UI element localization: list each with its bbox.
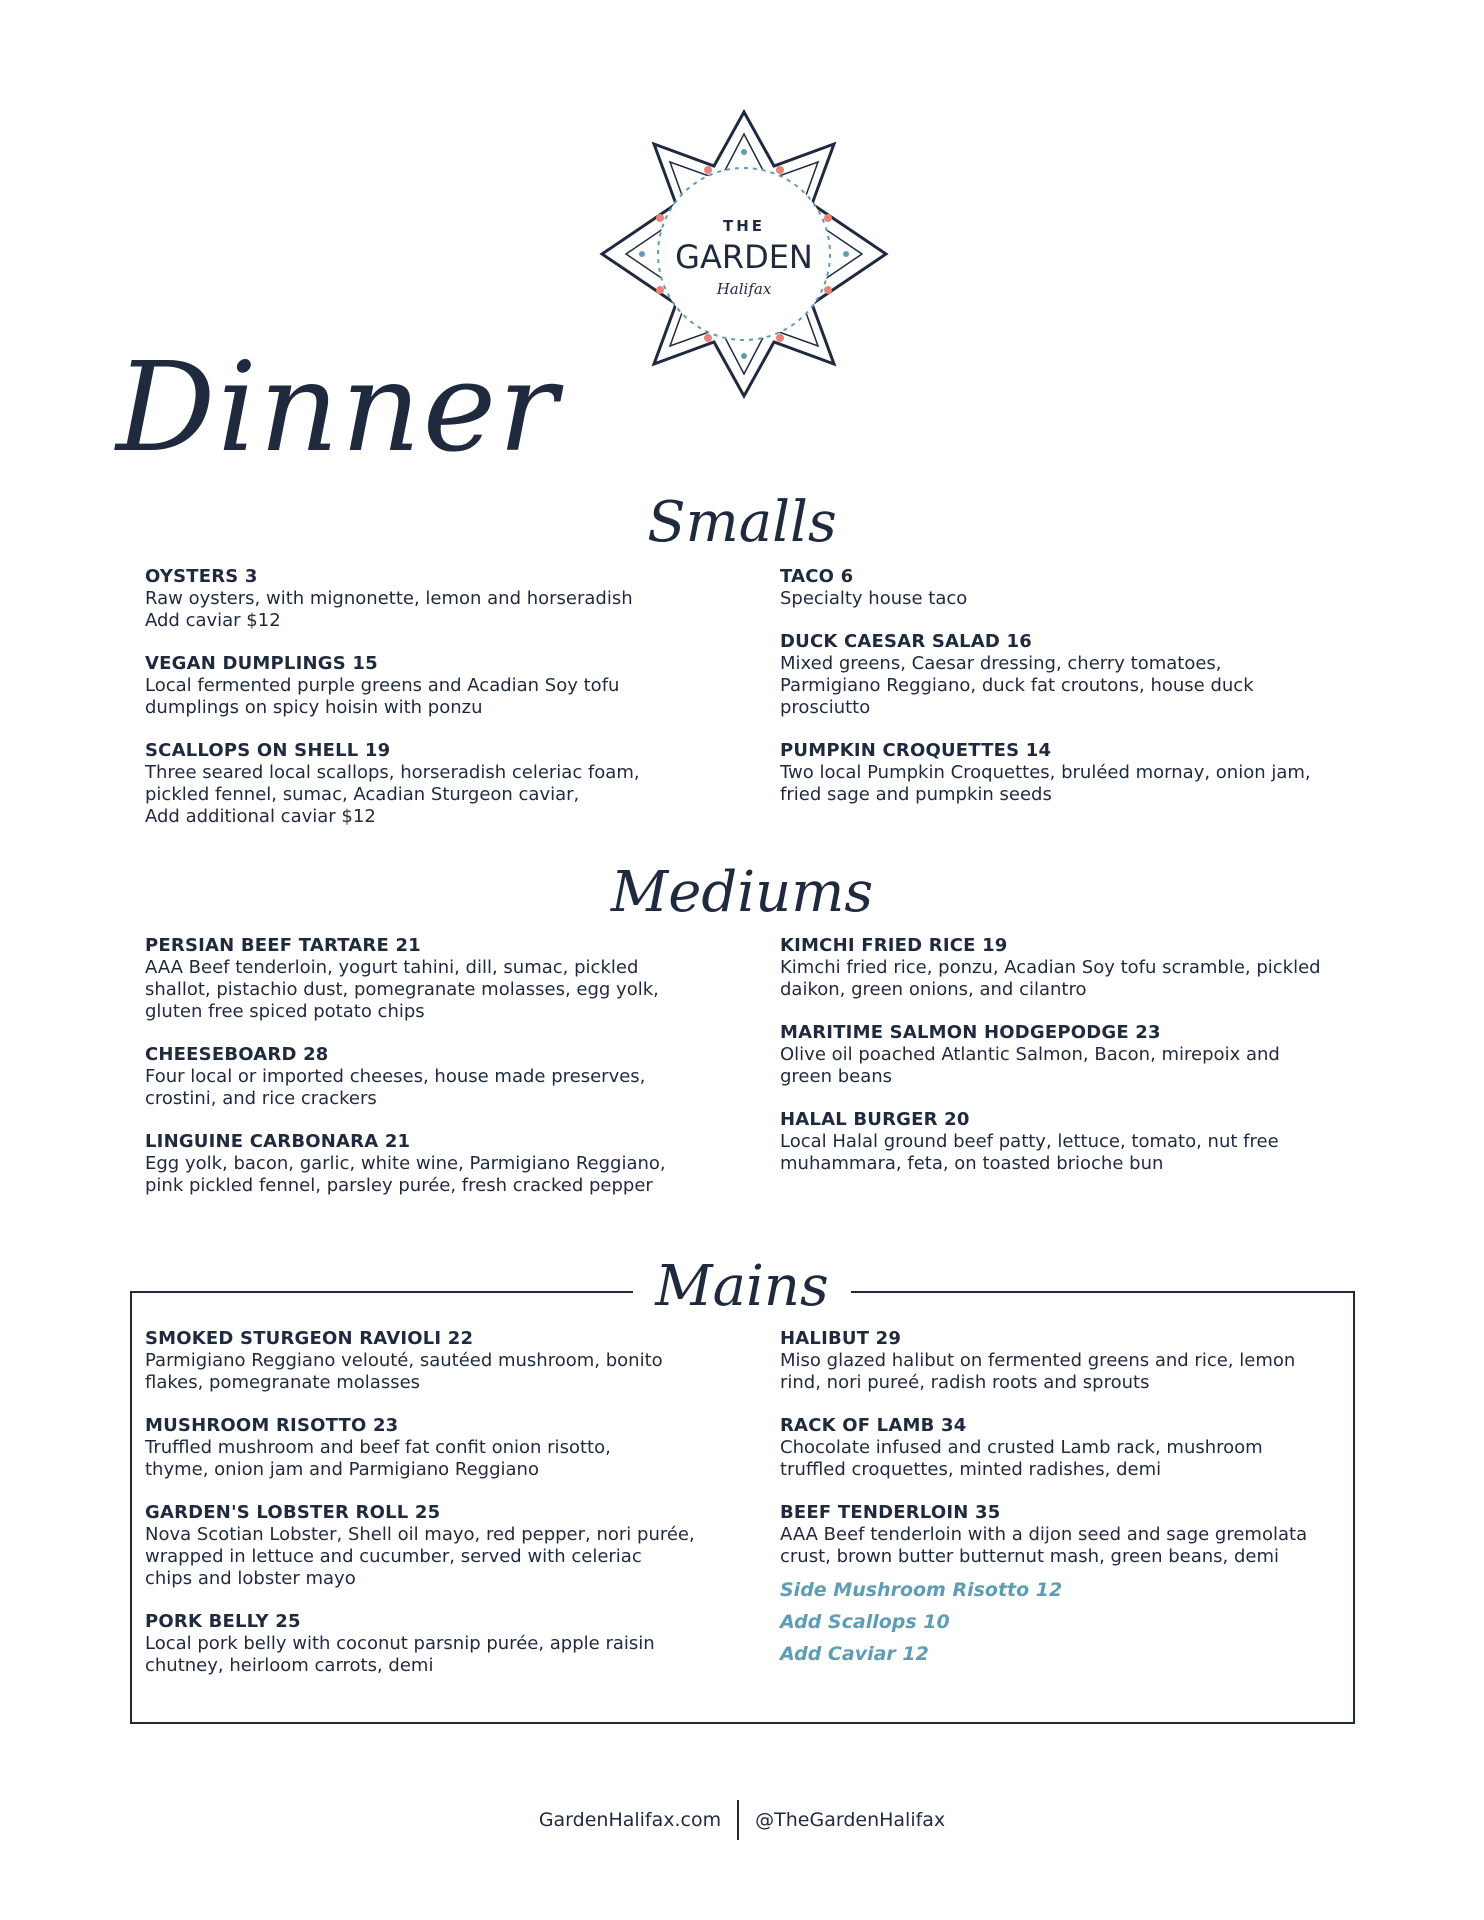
menu-item-description: Local Halal ground beef patty, lettuce, tomato, nut free muhammara, feta, on toasted brioche bun — [780, 1131, 1279, 1174]
section-heading-mains — [0, 1252, 1484, 1322]
menu-item — [780, 565, 1340, 610]
logo-line3: Halifax — [716, 280, 772, 298]
menu-item — [145, 934, 705, 1023]
menu-item — [145, 1501, 705, 1590]
menu-item-title: HALIBUT 29 — [780, 1328, 902, 1349]
menu-item — [145, 1043, 705, 1110]
menu-item-description: Raw oysters, with mignonette, lemon and horseradish Add caviar $12 — [145, 588, 633, 631]
mains-left-column — [145, 1327, 705, 1697]
addon-scallops: Add Scallops 10 — [780, 1611, 950, 1633]
menu-item — [780, 739, 1340, 806]
menu-item — [145, 739, 705, 828]
menu-item-title: BEEF TENDERLOIN 35 — [780, 1502, 1001, 1523]
menu-item-description: Truffled mushroom and beef fat confit onion risotto, thyme, onion jam and Parmigiano Reggiano — [145, 1437, 611, 1480]
menu-item-description: Two local Pumpkin Croquettes, bruléed mornay, onion jam, fried sage and pumpkin seeds — [780, 762, 1311, 805]
menu-item-title: KIMCHI FRIED RICE 19 — [780, 935, 1008, 956]
menu-item-title: MUSHROOM RISOTTO 23 — [145, 1415, 399, 1436]
menu-item — [780, 1021, 1340, 1088]
menu-item-description: AAA Beef tenderloin with a dijon seed and sage gremolata crust, brown butter butternut mash, green beans, demi — [780, 1524, 1308, 1567]
menu-item-description: Kimchi fried rice, ponzu, Acadian Soy tofu scramble, pickled daikon, green onions, and cilantro — [780, 957, 1321, 1000]
addon-side-risotto: Side Mushroom Risotto 12 — [780, 1579, 1063, 1601]
menu-item-title: PORK BELLY 25 — [145, 1611, 301, 1632]
menu-item-title: GARDEN'S LOBSTER ROLL 25 — [145, 1502, 441, 1523]
menu-item-title: LINGUINE CARBONARA 21 — [145, 1131, 411, 1152]
logo-line1: THE — [722, 217, 766, 235]
menu-item — [780, 934, 1340, 1001]
garden-logo — [598, 108, 890, 400]
menu-item — [780, 1501, 1340, 1568]
menu-item — [145, 1414, 705, 1481]
menu-item — [145, 1327, 705, 1394]
section-heading-mediums — [0, 858, 1484, 928]
menu-item-description: Parmigiano Reggiano velouté, sautéed mushroom, bonito flakes, pomegranate molasses — [145, 1350, 663, 1393]
menu-item — [145, 1610, 705, 1677]
menu-item — [145, 1130, 705, 1197]
menu-item-description: Three seared local scallops, horseradish celeriac foam, pickled fennel, sumac, Acadian Sturgeon caviar, Add additional caviar $12 — [145, 762, 640, 827]
menu-item-description: Specialty house taco — [780, 588, 968, 609]
menu-item-title: HALAL BURGER 20 — [780, 1109, 970, 1130]
menu-item-description: Chocolate infused and crusted Lamb rack, mushroom truffled croquettes, minted radishes, demi — [780, 1437, 1263, 1480]
menu-item-title: DUCK CAESAR SALAD 16 — [780, 631, 1032, 652]
menu-item — [780, 630, 1340, 719]
menu-item-title: MARITIME SALMON HODGEPODGE 23 — [780, 1022, 1161, 1043]
menu-item-description: Four local or imported cheeses, house made preserves, crostini, and rice crackers — [145, 1066, 646, 1109]
menu-item-title: CHEESEBOARD 28 — [145, 1044, 329, 1065]
menu-item-description: Local pork belly with coconut parsnip purée, apple raisin chutney, heirloom carrots, demi — [145, 1633, 655, 1676]
section-heading-label: Mediums — [589, 860, 895, 925]
menu-item-description: Nova Scotian Lobster, Shell oil mayo, red pepper, nori purée, wrapped in lettuce and cucumber, served with celeriac chips and lobster mayo — [145, 1524, 695, 1589]
logo-line2: GARDEN — [675, 238, 813, 276]
page-title: Dinner — [116, 336, 560, 480]
section-heading-smalls — [0, 488, 1484, 558]
mains-right-column — [780, 1327, 1340, 1674]
menu-item-title: PUMPKIN CROQUETTES 14 — [780, 740, 1052, 761]
menu-item-title: SCALLOPS ON SHELL 19 — [145, 740, 391, 761]
section-heading-label: Mains — [633, 1254, 850, 1319]
menu-item-title: PERSIAN BEEF TARTARE 21 — [145, 935, 421, 956]
mediums-left-column — [145, 934, 705, 1217]
menu-item-title: TACO 6 — [780, 566, 854, 587]
website-link[interactable]: GardenHalifax.com — [538, 1809, 722, 1831]
social-handle[interactable]: @TheGardenHalifax — [755, 1809, 946, 1831]
menu-item — [780, 1108, 1340, 1175]
addon-caviar: Add Caviar 12 — [780, 1643, 929, 1665]
menu-item-description: Egg yolk, bacon, garlic, white wine, Parmigiano Reggiano, pink pickled fennel, parsley purée, fresh cracked pepper — [145, 1153, 666, 1196]
menu-item — [780, 1414, 1340, 1481]
menu-item-title: OYSTERS 3 — [145, 566, 258, 587]
smalls-right-column — [780, 565, 1340, 826]
footer-divider — [737, 1800, 739, 1840]
menu-item-description: Mixed greens, Caesar dressing, cherry tomatoes, Parmigiano Reggiano, duck fat croutons, house duck prosciutto — [780, 653, 1254, 718]
menu-item-title: SMOKED STURGEON RAVIOLI 22 — [145, 1328, 474, 1349]
menu-item — [780, 1327, 1340, 1394]
menu-item-description: Local fermented purple greens and Acadian Soy tofu dumplings on spicy hoisin with ponzu — [145, 675, 620, 718]
footer — [0, 1800, 1484, 1840]
menu-item — [145, 652, 705, 719]
smalls-left-column — [145, 565, 705, 848]
menu-item-description: Olive oil poached Atlantic Salmon, Bacon, mirepoix and green beans — [780, 1044, 1280, 1087]
menu-item — [145, 565, 705, 632]
menu-item-title: RACK OF LAMB 34 — [780, 1415, 967, 1436]
menu-item-description: AAA Beef tenderloin, yogurt tahini, dill, sumac, pickled shallot, pistachio dust, pomegranate molasses, egg yolk, gluten free spiced potato chips — [145, 957, 659, 1022]
menu-item-description: Miso glazed halibut on fermented greens and rice, lemon rind, nori pureé, radish roots and sprouts — [780, 1350, 1296, 1393]
menu-item-title: VEGAN DUMPLINGS 15 — [145, 653, 378, 674]
mediums-right-column — [780, 934, 1340, 1195]
star-ornament-icon — [598, 108, 890, 400]
section-heading-label: Smalls — [625, 490, 858, 555]
